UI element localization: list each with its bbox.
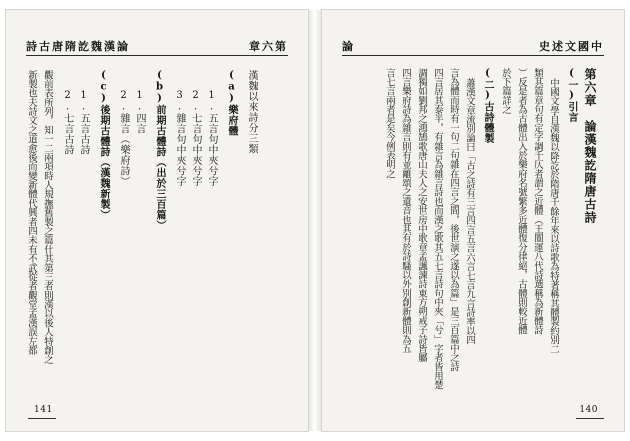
text-column: 蕭漢文章流別論曰「古之詩有三言四言五言六言七言九言詩率以四	[464, 78, 475, 345]
text-column: 2.七言古詩	[62, 90, 73, 155]
right-page-number: 140	[579, 405, 598, 415]
text-column: 1.四言	[134, 90, 145, 134]
left-header-title: 詩古唐隋訖魏漢論	[26, 40, 130, 53]
text-column: 四言樂府詩為雜言則有並離頌之遺音也其有於詩騷以外別創新體則為五	[400, 68, 411, 353]
text-column: 觀前表所列，知一二兩項時人規撫舊製之篇什其第三者則漢以後人特創之	[42, 70, 53, 365]
text-column: (a)樂府體	[226, 70, 237, 136]
left-header-rule	[26, 55, 288, 56]
book-gutter	[309, 10, 321, 431]
left-page-number: 141	[34, 405, 53, 415]
text-column: (b)前期古體詩（出於三百篇）	[154, 70, 165, 231]
text-column: 調獨如劉邦之鴻鵠歌唐山夫人之安世房中歌章孟諷諫詩東方朔戒子詩皆屬	[416, 68, 427, 363]
text-column: 1.五言句中夾兮字	[206, 90, 217, 187]
text-column: 1.五言古詩	[78, 90, 89, 155]
right-page-header	[342, 38, 604, 54]
chapter-heading: 第六章 論漢魏訖隋唐古詩	[583, 68, 597, 224]
text-column: 2.七言句中夾兮字	[190, 90, 201, 187]
text-column: 言為體而時有一句二句雜在四言之間，後世演之遂以為篇」是三百篇中之詩	[448, 68, 459, 372]
text-column: 漢魏以來詩分三類	[246, 70, 257, 154]
section-heading: (二)古詩體製	[482, 68, 493, 144]
right-header-chapter: 論	[342, 40, 355, 53]
right-header-rule	[342, 55, 604, 56]
text-column: 3.雜言句中夾兮字	[174, 90, 185, 187]
text-column: 2.雜言（樂府詩）	[118, 90, 129, 187]
left-page-number-rule	[28, 418, 56, 419]
text-column: 言七言兩者是矣今例表明之	[384, 68, 395, 179]
text-column: ）反是者為古體出入於樂府名號繁多近體復分律絕，古體則較近體	[516, 68, 527, 335]
right-page-number-rule	[576, 418, 604, 419]
text-column: 類其篇章句有定字調千仄者謂之近體（王闓運八代詩選稱為新體詩	[532, 68, 543, 335]
text-column: 新製也夫詩文之道愈後而變新體代興者四未有不武從者觀堂孟漢誤左都	[26, 70, 37, 355]
right-header-title: 史述文國中	[539, 40, 604, 53]
section-heading: (一)引言	[566, 68, 577, 123]
text-column: 於下篇詳之	[500, 68, 511, 114]
right-page	[322, 10, 624, 431]
text-column: 四言居其泰半，有雜言為雜言詩也而漢之歌其五七言詩句中夾「兮」字者皆用楚	[432, 68, 443, 390]
text-column: (c)後期古體詩（漢魏新製）	[98, 70, 109, 220]
left-page-header	[26, 38, 288, 54]
left-header-chapter: 章六第	[249, 40, 288, 53]
left-page	[6, 10, 308, 431]
text-column: 中國文學自漢魏以降訖於隋唐千餘年來以詩歌為特著稱其體製約別二	[548, 78, 559, 354]
